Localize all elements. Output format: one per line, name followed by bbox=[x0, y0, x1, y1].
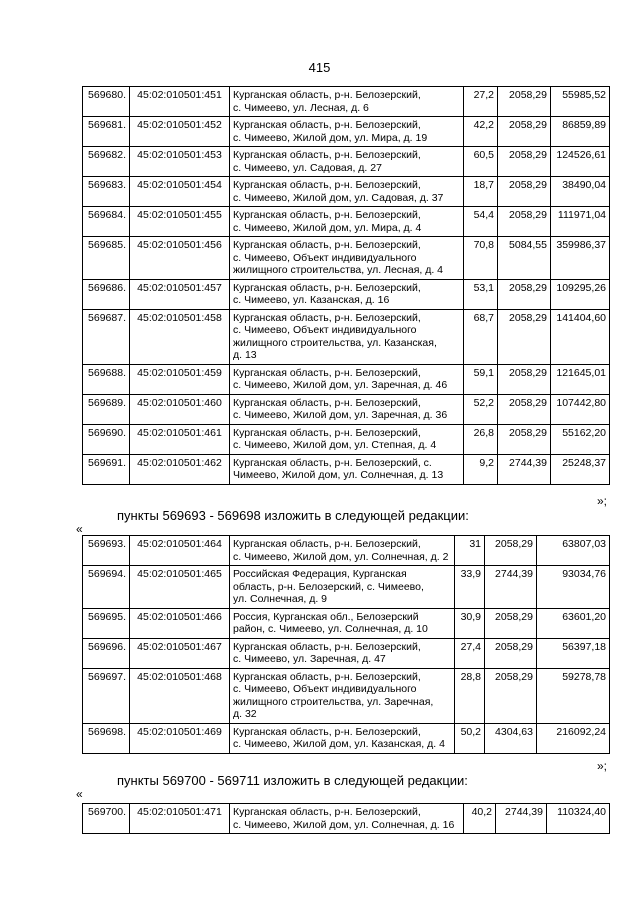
address-line: Курганская область, р-н. Белозерский, bbox=[233, 311, 421, 324]
area-value: 40,2 bbox=[464, 804, 496, 834]
unit-price: 4304,63 bbox=[485, 723, 537, 753]
cadastral-number: 45:02:010501:456 bbox=[130, 237, 230, 280]
address-line: с. Чимеево, ул. Заречная, д. 47 bbox=[233, 653, 386, 665]
cadastral-cost: 109295,26 bbox=[551, 279, 610, 309]
address-line: Курганская область, р-н. Белозерский, bbox=[233, 239, 421, 251]
address bbox=[230, 804, 464, 834]
area-value: 33,9 bbox=[455, 566, 485, 609]
address-line: Курганская область, р-н. Белозерский, bbox=[233, 396, 421, 409]
amendment-instruction: пункты 569693 - 569698 изложить в следующей редакции: bbox=[117, 508, 469, 523]
table-row bbox=[83, 608, 610, 638]
area-value: 50,2 bbox=[455, 723, 485, 753]
unit-price: 2058,29 bbox=[485, 668, 537, 723]
table-row bbox=[83, 177, 610, 207]
address bbox=[230, 279, 464, 309]
row-number: 569689. bbox=[83, 394, 130, 424]
address bbox=[230, 536, 455, 566]
row-number: 569686. bbox=[83, 279, 130, 309]
cadastral-number: 45:02:010501:458 bbox=[130, 309, 230, 364]
address-line: с. Чимеево, Жилой дом, ул. Заречная, д. 36 bbox=[233, 409, 448, 421]
area-value: 70,8 bbox=[464, 237, 498, 280]
row-number: 569696. bbox=[83, 638, 130, 668]
address bbox=[230, 723, 455, 753]
unit-price: 5084,55 bbox=[498, 237, 551, 280]
cadastral-number: 45:02:010501:451 bbox=[130, 87, 230, 117]
table-row bbox=[83, 309, 610, 364]
cadastral-cost: 38490,04 bbox=[551, 177, 610, 207]
page-number: 415 bbox=[308, 60, 331, 75]
unit-price: 2058,29 bbox=[485, 536, 537, 566]
table-row bbox=[83, 804, 610, 834]
unit-price: 2058,29 bbox=[498, 394, 551, 424]
address-line: с. Чимеево, Объект индивидуального bbox=[233, 683, 417, 695]
unit-price: 2744,39 bbox=[496, 804, 547, 834]
area-value: 54,4 bbox=[464, 207, 498, 237]
closing-quote-mark: »; bbox=[596, 759, 607, 773]
area-value: 59,1 bbox=[464, 364, 498, 394]
row-number: 569682. bbox=[83, 147, 130, 177]
address bbox=[230, 237, 464, 280]
address-line: д. 32 bbox=[233, 708, 257, 720]
cadastral-number: 45:02:010501:465 bbox=[130, 566, 230, 609]
registry-table-3 bbox=[82, 803, 610, 834]
address bbox=[230, 207, 464, 237]
address-line: район, с. Чимеево, ул. Солнечная, д. 10 bbox=[233, 623, 428, 635]
table-row bbox=[83, 364, 610, 394]
row-number: 569683. bbox=[83, 177, 130, 207]
address-line: с. Чимеево, Жилой дом, ул. Степная, д. 4 bbox=[233, 439, 437, 451]
address-line: с. Чимеево, Объект индивидуального bbox=[233, 324, 417, 336]
address-line: с. Чимеево, Жилой дом, ул. Солнечная, д. 16 bbox=[233, 818, 455, 831]
address-line: с. Чимеево, Жилой дом, ул. Казанская, д. 4 bbox=[233, 738, 445, 750]
unit-price: 2058,29 bbox=[498, 207, 551, 237]
row-number: 569691. bbox=[83, 454, 130, 484]
unit-price: 2058,29 bbox=[498, 309, 551, 364]
address-line: с. Чимеево, Жилой дом, ул. Мира, д. 19 bbox=[233, 131, 428, 144]
address-line: Курганская область, р-н. Белозерский, bbox=[233, 209, 421, 221]
cadastral-number: 45:02:010501:471 bbox=[130, 804, 230, 834]
unit-price: 2058,29 bbox=[498, 147, 551, 177]
table-row bbox=[83, 147, 610, 177]
address-line: с. Чимеево, Жилой дом, ул. Заречная, д. 46 bbox=[233, 379, 448, 391]
row-number: 569681. bbox=[83, 117, 130, 147]
address bbox=[230, 87, 464, 117]
area-value: 27,4 bbox=[455, 638, 485, 668]
cadastral-number: 45:02:010501:460 bbox=[130, 394, 230, 424]
address-line: Курганская область, р-н. Белозерский, bbox=[233, 281, 421, 294]
address-line: Курганская область, р-н. Белозерский, bbox=[233, 640, 421, 653]
table-row bbox=[83, 207, 610, 237]
address bbox=[230, 147, 464, 177]
area-value: 31 bbox=[455, 536, 485, 566]
address-line: с. Чимеево, ул. Садовая, д. 27 bbox=[233, 161, 382, 174]
registry-table-2 bbox=[82, 535, 610, 754]
area-value: 9,2 bbox=[464, 454, 498, 484]
cadastral-number: 45:02:010501:468 bbox=[130, 668, 230, 723]
cadastral-cost: 121645,01 bbox=[551, 364, 610, 394]
address-line: жилищного строительства, ул. Заречная, bbox=[233, 695, 434, 708]
area-value: 68,7 bbox=[464, 309, 498, 364]
address bbox=[230, 364, 464, 394]
cadastral-number: 45:02:010501:467 bbox=[130, 638, 230, 668]
unit-price: 2058,29 bbox=[485, 608, 537, 638]
area-value: 42,2 bbox=[464, 117, 498, 147]
cadastral-number: 45:02:010501:453 bbox=[130, 147, 230, 177]
cadastral-cost: 141404,60 bbox=[551, 309, 610, 364]
table-row bbox=[83, 237, 610, 280]
table-row bbox=[83, 424, 610, 454]
unit-price: 2058,29 bbox=[485, 638, 537, 668]
row-number: 569680. bbox=[83, 87, 130, 117]
cadastral-cost: 359986,37 bbox=[551, 237, 610, 280]
area-value: 52,2 bbox=[464, 394, 498, 424]
address-line: д. 13 bbox=[233, 349, 257, 361]
address-line: с. Чимеево, ул. Казанская, д. 16 bbox=[233, 294, 390, 306]
row-number: 569684. bbox=[83, 207, 130, 237]
cadastral-cost: 107442,80 bbox=[551, 394, 610, 424]
address-line: Курганская область, р-н. Белозерский, bbox=[233, 670, 421, 683]
table-row bbox=[83, 536, 610, 566]
address bbox=[230, 117, 464, 147]
address-line: Курганская область, р-н. Белозерский, bbox=[233, 179, 421, 191]
address bbox=[230, 424, 464, 454]
address bbox=[230, 638, 455, 668]
address-line: с. Чимеево, Жилой дом, ул. Солнечная, д. 2 bbox=[233, 550, 449, 563]
cadastral-cost: 86859,89 bbox=[551, 117, 610, 147]
cadastral-number: 45:02:010501:469 bbox=[130, 723, 230, 753]
unit-price: 2058,29 bbox=[498, 279, 551, 309]
row-number: 569690. bbox=[83, 424, 130, 454]
address-line: область, р-н. Белозерский, с. Чимеево, bbox=[233, 580, 424, 593]
table-row bbox=[83, 723, 610, 753]
address-line: жилищного строительства, ул. Лесная, д. 4 bbox=[233, 264, 444, 276]
cadastral-cost: 25248,37 bbox=[551, 454, 610, 484]
address-line: Чимеево, Жилой дом, ул. Солнечная, д. 13 bbox=[233, 469, 444, 481]
registry-table-1 bbox=[82, 86, 610, 485]
address-line: Курганская область, р-н. Белозерский, bbox=[233, 426, 421, 439]
unit-price: 2058,29 bbox=[498, 117, 551, 147]
table-row bbox=[83, 668, 610, 723]
unit-price: 2058,29 bbox=[498, 87, 551, 117]
address bbox=[230, 309, 464, 364]
area-value: 18,7 bbox=[464, 177, 498, 207]
opening-quote-mark: « bbox=[76, 522, 83, 536]
address bbox=[230, 454, 464, 484]
table-row bbox=[83, 279, 610, 309]
amendment-instruction: пункты 569700 - 569711 изложить в следующей редакции: bbox=[117, 773, 468, 788]
table-row bbox=[83, 117, 610, 147]
table-row bbox=[83, 638, 610, 668]
area-value: 60,5 bbox=[464, 147, 498, 177]
cadastral-cost: 124526,61 bbox=[551, 147, 610, 177]
address bbox=[230, 566, 455, 609]
row-number: 569694. bbox=[83, 566, 130, 609]
table-row bbox=[83, 566, 610, 609]
unit-price: 2744,39 bbox=[485, 566, 537, 609]
address-line: Россия, Курганская обл., Белозерский bbox=[233, 610, 419, 623]
cadastral-number: 45:02:010501:466 bbox=[130, 608, 230, 638]
address bbox=[230, 394, 464, 424]
address-line: Курганская область, р-н. Белозерский, bbox=[233, 89, 421, 101]
row-number: 569700. bbox=[83, 804, 130, 834]
address bbox=[230, 608, 455, 638]
cadastral-cost: 93034,76 bbox=[537, 566, 610, 609]
row-number: 569688. bbox=[83, 364, 130, 394]
row-number: 569687. bbox=[83, 309, 130, 364]
area-value: 30,9 bbox=[455, 608, 485, 638]
cadastral-cost: 63807,03 bbox=[537, 536, 610, 566]
cadastral-number: 45:02:010501:461 bbox=[130, 424, 230, 454]
row-number: 569697. bbox=[83, 668, 130, 723]
table-row bbox=[83, 87, 610, 117]
address-line: Курганская область, р-н. Белозерский, bbox=[233, 366, 421, 379]
opening-quote-mark: « bbox=[76, 787, 83, 801]
address-line: Курганская область, р-н. Белозерский, с. bbox=[233, 456, 432, 469]
cadastral-cost: 59278,78 bbox=[537, 668, 610, 723]
cadastral-cost: 56397,18 bbox=[537, 638, 610, 668]
area-value: 28,8 bbox=[455, 668, 485, 723]
address-line: Курганская область, р-н. Белозерский, bbox=[233, 149, 421, 161]
unit-price: 2744,39 bbox=[498, 454, 551, 484]
address-line: Курганская область, р-н. Белозерский, bbox=[233, 725, 421, 738]
row-number: 569685. bbox=[83, 237, 130, 280]
unit-price: 2058,29 bbox=[498, 364, 551, 394]
cadastral-cost: 63601,20 bbox=[537, 608, 610, 638]
unit-price: 2058,29 bbox=[498, 177, 551, 207]
cadastral-number: 45:02:010501:464 bbox=[130, 536, 230, 566]
area-value: 53,1 bbox=[464, 279, 498, 309]
address bbox=[230, 177, 464, 207]
cadastral-cost: 110324,40 bbox=[547, 804, 610, 834]
cadastral-number: 45:02:010501:454 bbox=[130, 177, 230, 207]
table-row bbox=[83, 454, 610, 484]
area-value: 27,2 bbox=[464, 87, 498, 117]
cadastral-cost: 55162,20 bbox=[551, 424, 610, 454]
cadastral-number: 45:02:010501:452 bbox=[130, 117, 230, 147]
closing-quote-mark: »; bbox=[596, 494, 607, 508]
address-line: жилищного строительства, ул. Казанская, bbox=[233, 336, 437, 349]
area-value: 26,8 bbox=[464, 424, 498, 454]
cadastral-number: 45:02:010501:455 bbox=[130, 207, 230, 237]
cadastral-number: 45:02:010501:457 bbox=[130, 279, 230, 309]
address-line: Российская Федерация, Курганская bbox=[233, 568, 407, 580]
cadastral-cost: 216092,24 bbox=[537, 723, 610, 753]
row-number: 569698. bbox=[83, 723, 130, 753]
cadastral-cost: 111971,04 bbox=[551, 207, 610, 237]
address-line: ул. Солнечная, д. 9 bbox=[233, 593, 328, 605]
address-line: с. Чимеево, ул. Лесная, д. 6 bbox=[233, 101, 369, 114]
address-line: с. Чимеево, Объект индивидуального bbox=[233, 251, 417, 264]
address-line: с. Чимеево, Жилой дом, ул. Мира, д. 4 bbox=[233, 221, 422, 234]
address-line: Курганская область, р-н. Белозерский, bbox=[233, 806, 421, 818]
cadastral-number: 45:02:010501:462 bbox=[130, 454, 230, 484]
address-line: Курганская область, р-н. Белозерский, bbox=[233, 538, 421, 550]
cadastral-number: 45:02:010501:459 bbox=[130, 364, 230, 394]
address bbox=[230, 668, 455, 723]
address-line: с. Чимеево, Жилой дом, ул. Садовая, д. 37 bbox=[233, 191, 444, 204]
address-line: Курганская область, р-н. Белозерский, bbox=[233, 119, 421, 131]
unit-price: 2058,29 bbox=[498, 424, 551, 454]
row-number: 569693. bbox=[83, 536, 130, 566]
table-row bbox=[83, 394, 610, 424]
row-number: 569695. bbox=[83, 608, 130, 638]
cadastral-cost: 55985,52 bbox=[551, 87, 610, 117]
